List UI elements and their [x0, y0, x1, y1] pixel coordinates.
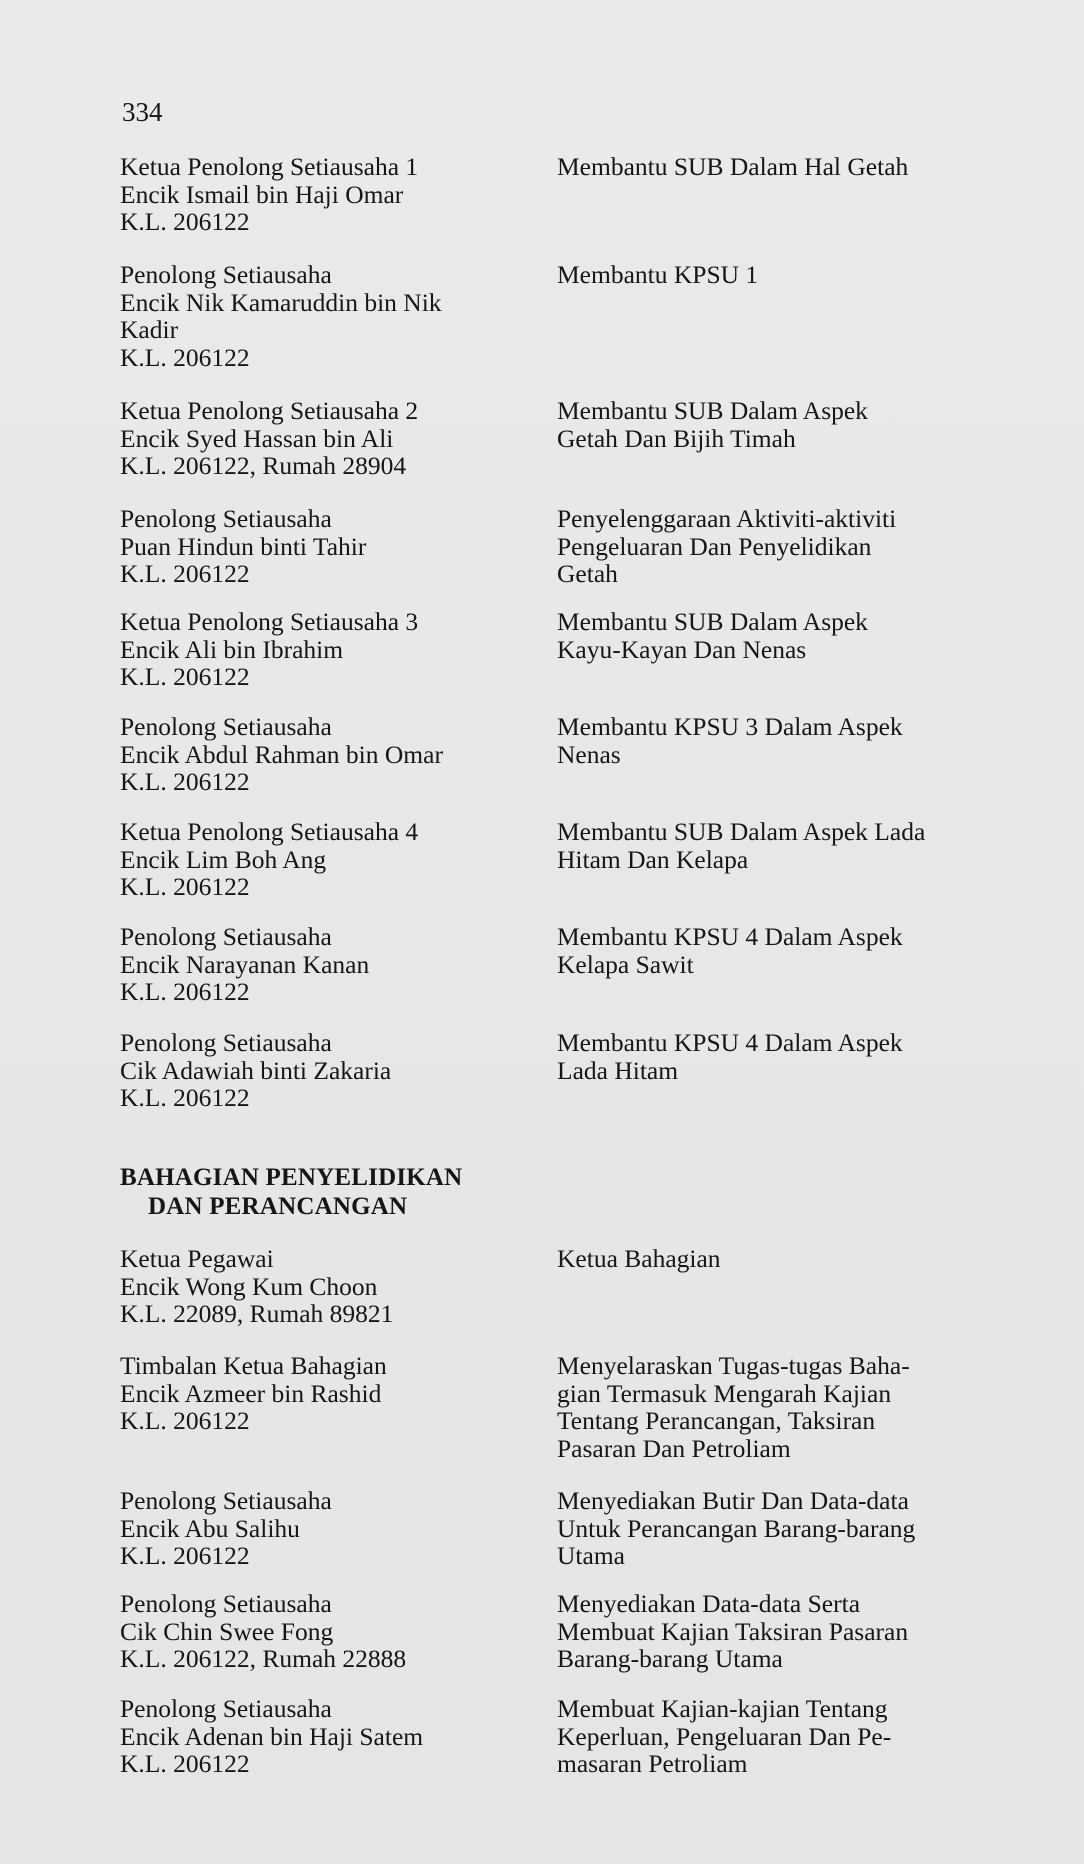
entry-duty-line: Membuat Kajian-kajian Tentang — [557, 1694, 888, 1723]
entry-duty-line: Utama — [557, 1541, 625, 1570]
entry-duty-line: Membantu KPSU 4 Dalam Aspek — [557, 1028, 903, 1057]
entry-contact: K.L. 22089, Rumah 89821 — [120, 1299, 394, 1328]
entry-title: Penolong Setiausaha — [120, 1694, 332, 1723]
entry-duty-line: Tentang Perancangan, Taksiran — [557, 1406, 876, 1435]
entry-duties — [557, 505, 995, 588]
entry-contact: K.L. 206122 — [120, 1749, 250, 1778]
entry-duty-line: Nenas — [557, 739, 621, 769]
entry-title: Penolong Setiausaha — [120, 1589, 332, 1618]
entry-duties — [557, 1695, 995, 1778]
entry-duty-line: gian Termasuk Mengarah Kajian — [557, 1378, 892, 1408]
entry-duty-line: Getah Dan Bijih Timah — [557, 423, 796, 453]
entry-duty-line: Membantu KPSU 3 Dalam Aspek — [557, 712, 903, 741]
entry-duty-line: Getah — [557, 559, 618, 588]
entry-person — [120, 1029, 540, 1112]
entry-duties — [557, 397, 995, 452]
page-number: 334 — [122, 97, 163, 127]
entry-person — [120, 923, 540, 1006]
entry-title: Penolong Setiausaha — [120, 504, 332, 533]
entry-contact: K.L. 206122 — [120, 207, 250, 236]
entry-contact: K.L. 206122 — [120, 559, 250, 588]
entry-duty-line: Membantu SUB Dalam Aspek Lada — [557, 817, 926, 846]
entry-contact: K.L. 206122 — [120, 1406, 250, 1435]
entry-name: Encik Adenan bin Haji Satem — [120, 1721, 424, 1751]
entry-duty-line: masaran Petroliam — [557, 1749, 748, 1778]
entry-name: Encik Nik Kamaruddin bin Nik — [120, 287, 442, 317]
entry-duties — [557, 153, 995, 181]
entry-name: Puan Hindun binti Tahir — [120, 531, 367, 561]
entry-contact: K.L. 206122 — [120, 1083, 250, 1112]
entry-duty-line: Membantu SUB Dalam Hal Getah — [557, 152, 909, 181]
entry-duties — [557, 923, 995, 978]
entry-duty-line: Membantu SUB Dalam Aspek — [557, 607, 868, 636]
entry-person — [120, 153, 540, 236]
entry-duty-line: Hitam Dan Kelapa — [557, 844, 749, 874]
entry-name: Encik Abu Salihu — [120, 1513, 300, 1543]
entry-duties — [557, 1245, 995, 1273]
entry-name: Cik Adawiah binti Zakaria — [120, 1055, 392, 1085]
entry-duties — [557, 818, 995, 873]
entry-contact: K.L. 206122 — [120, 977, 250, 1006]
entry-duty-line: Ketua Bahagian — [557, 1244, 721, 1273]
entry-title: Penolong Setiausaha — [120, 712, 332, 741]
entry-person — [120, 818, 540, 901]
section-heading-line: DAN PERANCANGAN — [148, 1193, 408, 1220]
entry-duties — [557, 713, 995, 768]
entry-title: Timbalan Ketua Bahagian — [120, 1351, 387, 1380]
entry-name: Encik Ali bin Ibrahim — [120, 634, 344, 664]
entry-title: Ketua Penolong Setiausaha 3 — [120, 607, 419, 636]
entry-contact: K.L. 206122, Rumah 28904 — [120, 451, 407, 480]
entry-person — [120, 1590, 540, 1673]
entry-title: Ketua Penolong Setiausaha 2 — [120, 396, 419, 425]
entry-title: Penolong Setiausaha — [120, 1486, 332, 1515]
entry-person — [120, 1695, 540, 1778]
entry-person — [120, 1487, 540, 1570]
entry-name: Encik Syed Hassan bin Ali — [120, 423, 394, 453]
entry-contact: K.L. 206122 — [120, 767, 250, 796]
entry-person — [120, 1352, 540, 1435]
entry-name-cont: Kadir — [120, 315, 179, 344]
entry-duty-line: Penyelenggaraan Aktiviti-aktiviti — [557, 504, 897, 533]
entry-duty-line: Menyelaraskan Tugas-tugas Baha- — [557, 1351, 910, 1380]
entry-duties — [557, 608, 995, 663]
entry-duty-line: Pengeluaran Dan Penyelidikan — [557, 531, 872, 561]
entry-title: Penolong Setiausaha — [120, 922, 332, 951]
entry-name: Encik Lim Boh Ang — [120, 844, 327, 874]
entry-name: Encik Wong Kum Choon — [120, 1271, 378, 1301]
entry-duties — [557, 1590, 995, 1673]
entry-duty-line: Membantu KPSU 4 Dalam Aspek — [557, 922, 903, 951]
entry-duties — [557, 1029, 995, 1084]
entry-person — [120, 713, 540, 796]
entry-name: Cik Chin Swee Fong — [120, 1616, 334, 1646]
entry-title: Penolong Setiausaha — [120, 260, 332, 289]
entry-duty-line: Barang-barang Utama — [557, 1644, 783, 1673]
entry-duty-line: Membantu KPSU 1 — [557, 260, 759, 289]
entry-duty-line: Menyediakan Data-data Serta — [557, 1589, 861, 1618]
entry-duty-line: Membantu SUB Dalam Aspek — [557, 396, 868, 425]
entry-contact: K.L. 206122 — [120, 342, 250, 372]
entry-duty-line: Membuat Kajian Taksiran Pasaran — [557, 1616, 909, 1646]
entry-title: Ketua Pegawai — [120, 1244, 274, 1273]
entry-name: Encik Narayanan Kanan — [120, 949, 370, 979]
entry-title: Penolong Setiausaha — [120, 1028, 332, 1057]
entry-contact: K.L. 206122 — [120, 872, 250, 901]
section-heading — [120, 1163, 462, 1221]
entry-duty-line: Menyediakan Butir Dan Data-data — [557, 1486, 909, 1515]
entry-contact: K.L. 206122 — [120, 662, 250, 691]
entry-person — [120, 1245, 540, 1328]
entry-person — [120, 397, 540, 480]
entry-duty-line: Untuk Perancangan Barang-barang — [557, 1513, 916, 1543]
section-heading-line: BAHAGIAN PENYELIDIKAN — [120, 1164, 463, 1191]
entry-name: Encik Azmeer bin Rashid — [120, 1378, 382, 1408]
entry-person — [120, 608, 540, 691]
entry-duty-line: Kelapa Sawit — [557, 949, 694, 979]
entry-duty-line: Kayu-Kayan Dan Nenas — [557, 634, 807, 664]
entry-person — [120, 261, 540, 371]
entry-title: Ketua Penolong Setiausaha 1 — [120, 152, 419, 181]
entry-duties — [557, 261, 995, 289]
entry-name: Encik Abdul Rahman bin Omar — [120, 739, 443, 769]
entry-title: Ketua Penolong Setiausaha 4 — [120, 817, 419, 846]
entry-duties — [557, 1352, 995, 1462]
entry-duty-line: Lada Hitam — [557, 1055, 679, 1085]
entry-duties — [557, 1487, 995, 1570]
entry-person — [120, 505, 540, 588]
entry-duty-line: Keperluan, Pengeluaran Dan Pe- — [557, 1721, 892, 1751]
entry-name: Encik Ismail bin Haji Omar — [120, 179, 404, 209]
entry-contact: K.L. 206122 — [120, 1541, 250, 1570]
entry-duty-line: Pasaran Dan Petroliam — [557, 1433, 791, 1463]
entry-contact: K.L. 206122, Rumah 22888 — [120, 1644, 407, 1673]
